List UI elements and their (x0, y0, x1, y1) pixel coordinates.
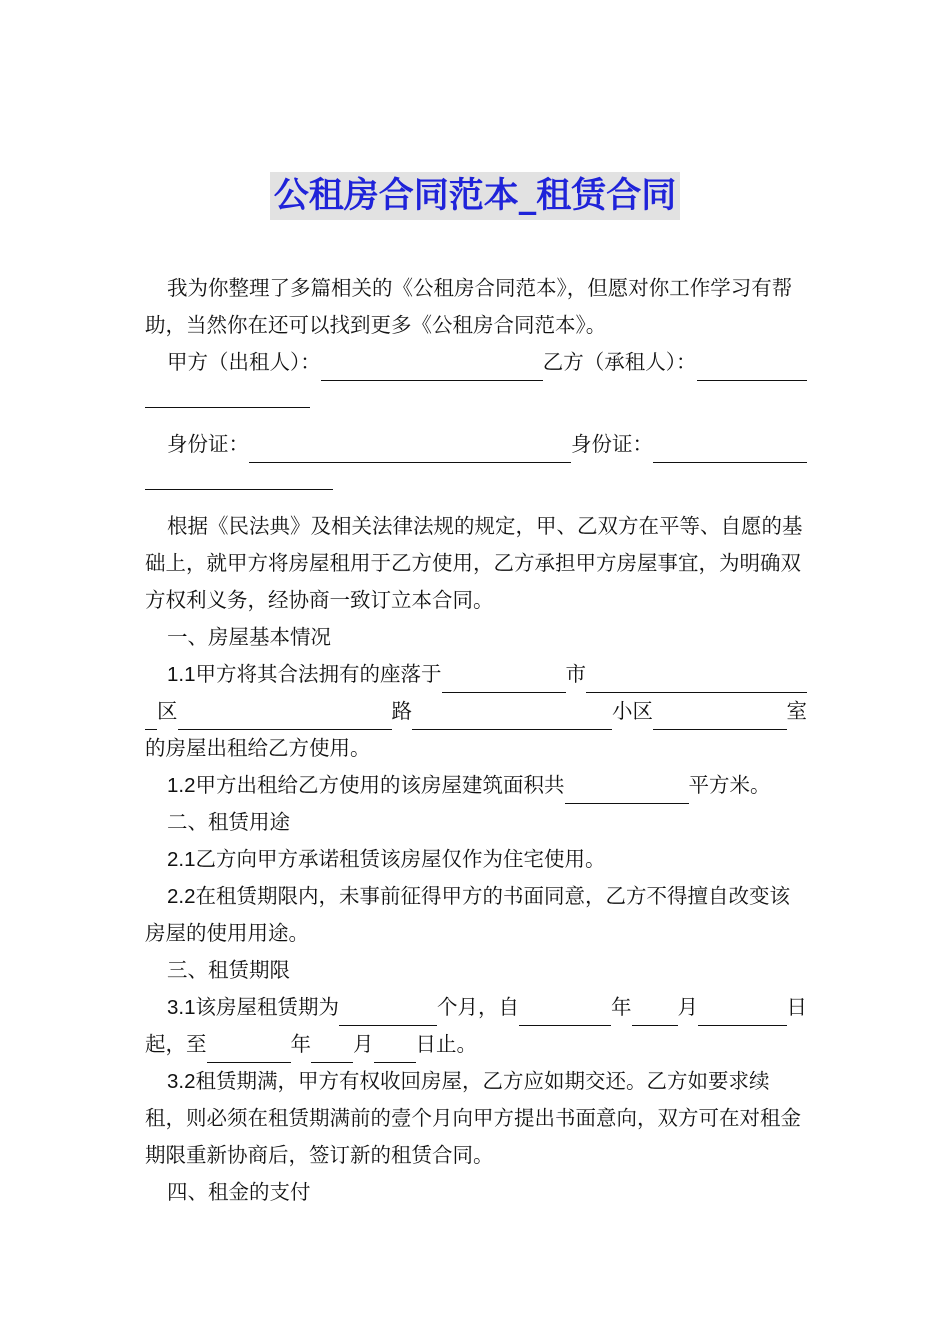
id-b-blank-cont (145, 463, 333, 490)
clause-1-1-line1 (145, 656, 807, 693)
blank-end-day (374, 1036, 416, 1063)
city-label: 市 (565, 662, 586, 686)
blank-location (442, 666, 566, 693)
preamble-paragraph: 根据《民法典》及相关法律法规的规定，甲、乙双方在平等、自愿的基础上，就甲方将房屋租用于乙方使用，乙方承担甲方房屋事宜，为明确双方权利义务，经协商一致订立本合同。 (145, 514, 803, 612)
clause-1-2-number: 1.2 (167, 774, 196, 797)
blank-road (412, 703, 612, 730)
clause-2-1 (145, 841, 807, 878)
id-b-blank (653, 436, 807, 463)
area-unit: 平方米。 (688, 773, 771, 797)
clause-2-2-number: 2.2 (167, 885, 196, 908)
section-2-heading: 二、租赁用途 (167, 810, 290, 834)
clause-1-2 (145, 767, 807, 804)
end-year-label: 年 (290, 1032, 311, 1056)
party-a-label: 甲方（出租人）： (167, 350, 321, 374)
community-label: 小区 (612, 699, 653, 723)
road-label: 路 (391, 699, 412, 723)
blank-start-month (632, 999, 678, 1026)
id-a-label: 身份证： (167, 432, 249, 456)
clause-3-1-number: 3.1 (167, 996, 196, 1019)
document-body (145, 270, 807, 1211)
id-a-blank (249, 436, 571, 463)
start-month-label: 月 (677, 995, 698, 1019)
clause-1-2-text: 甲方出租给乙方使用的该房屋建筑面积共 (195, 773, 565, 797)
section-4-heading: 四、租金的支付 (167, 1180, 311, 1204)
id-line (145, 426, 807, 463)
from-to-label: 起，至 (145, 1032, 207, 1056)
district-label: 区 (157, 699, 178, 723)
start-day-label: 日 (786, 995, 807, 1019)
blank-end-month (311, 1036, 353, 1063)
blank-city (586, 666, 807, 693)
document-title: 公租房合同范本_租赁合同 (270, 172, 681, 220)
clause-3-1-text: 该房屋租赁期为 (195, 995, 339, 1019)
start-year-label: 年 (611, 995, 632, 1019)
blank-district (178, 703, 392, 730)
clause-3-2-text: 租赁期满，甲方有权收回房屋，乙方应如期交还。乙方如要求续租，则必须在租赁期满前的壹个月向甲方提出书面意向，双方可在对租金期限重新协商后，签订新的租赁合同。 (145, 1069, 801, 1167)
clause-1-1-number: 1.1 (167, 663, 196, 686)
blank-community (653, 703, 787, 730)
clause-2-2 (145, 878, 807, 952)
party-line-cont (145, 381, 807, 408)
blank-area (565, 777, 689, 804)
clause-3-1-line2 (145, 1026, 807, 1063)
end-month-label: 月 (353, 1032, 374, 1056)
end-label: 日止。 (415, 1032, 477, 1056)
room-label: 室 (786, 699, 807, 723)
section-1-heading: 一、房屋基本情况 (167, 625, 331, 649)
party-b-blank-cont (145, 381, 310, 408)
clause-2-1-text: 乙方向甲方承诺租赁该房屋仅作为住宅使用。 (195, 847, 606, 871)
party-b-label: 乙方（承租人）： (542, 350, 697, 374)
clause-3-2 (145, 1063, 807, 1174)
party-line (145, 344, 807, 381)
clause-1-1-end: 的房屋出租给乙方使用。 (145, 736, 371, 760)
blank-end-year (207, 1036, 291, 1063)
clause-1-1-text: 甲方将其合法拥有的座落于 (195, 662, 442, 686)
section-3-heading: 三、租赁期限 (167, 958, 290, 982)
blank-months (339, 999, 437, 1026)
blank-city-cont (145, 703, 157, 730)
intro-paragraph: 我为你整理了多篇相关的《公租房合同范本》，但愿对你工作学习有帮助，当然你在还可以找到更多《公租房合同范本》。 (145, 276, 793, 337)
clause-3-1-line1 (145, 989, 807, 1026)
months-label: 个月，自 (437, 995, 519, 1019)
clause-2-1-number: 2.1 (167, 848, 196, 871)
clause-2-2-text: 在租赁期限内，未事前征得甲方的书面同意，乙方不得擅自改变该房屋的使用用途。 (145, 884, 790, 945)
party-b-blank (697, 354, 808, 381)
party-a-blank (321, 354, 543, 381)
clause-3-2-number: 3.2 (167, 1070, 196, 1093)
blank-start-day (698, 999, 787, 1026)
clause-1-1-line2 (145, 693, 807, 730)
id-b-label: 身份证： (571, 432, 653, 456)
id-line-cont (145, 463, 807, 490)
title-block (0, 172, 950, 220)
blank-start-year (519, 999, 611, 1026)
